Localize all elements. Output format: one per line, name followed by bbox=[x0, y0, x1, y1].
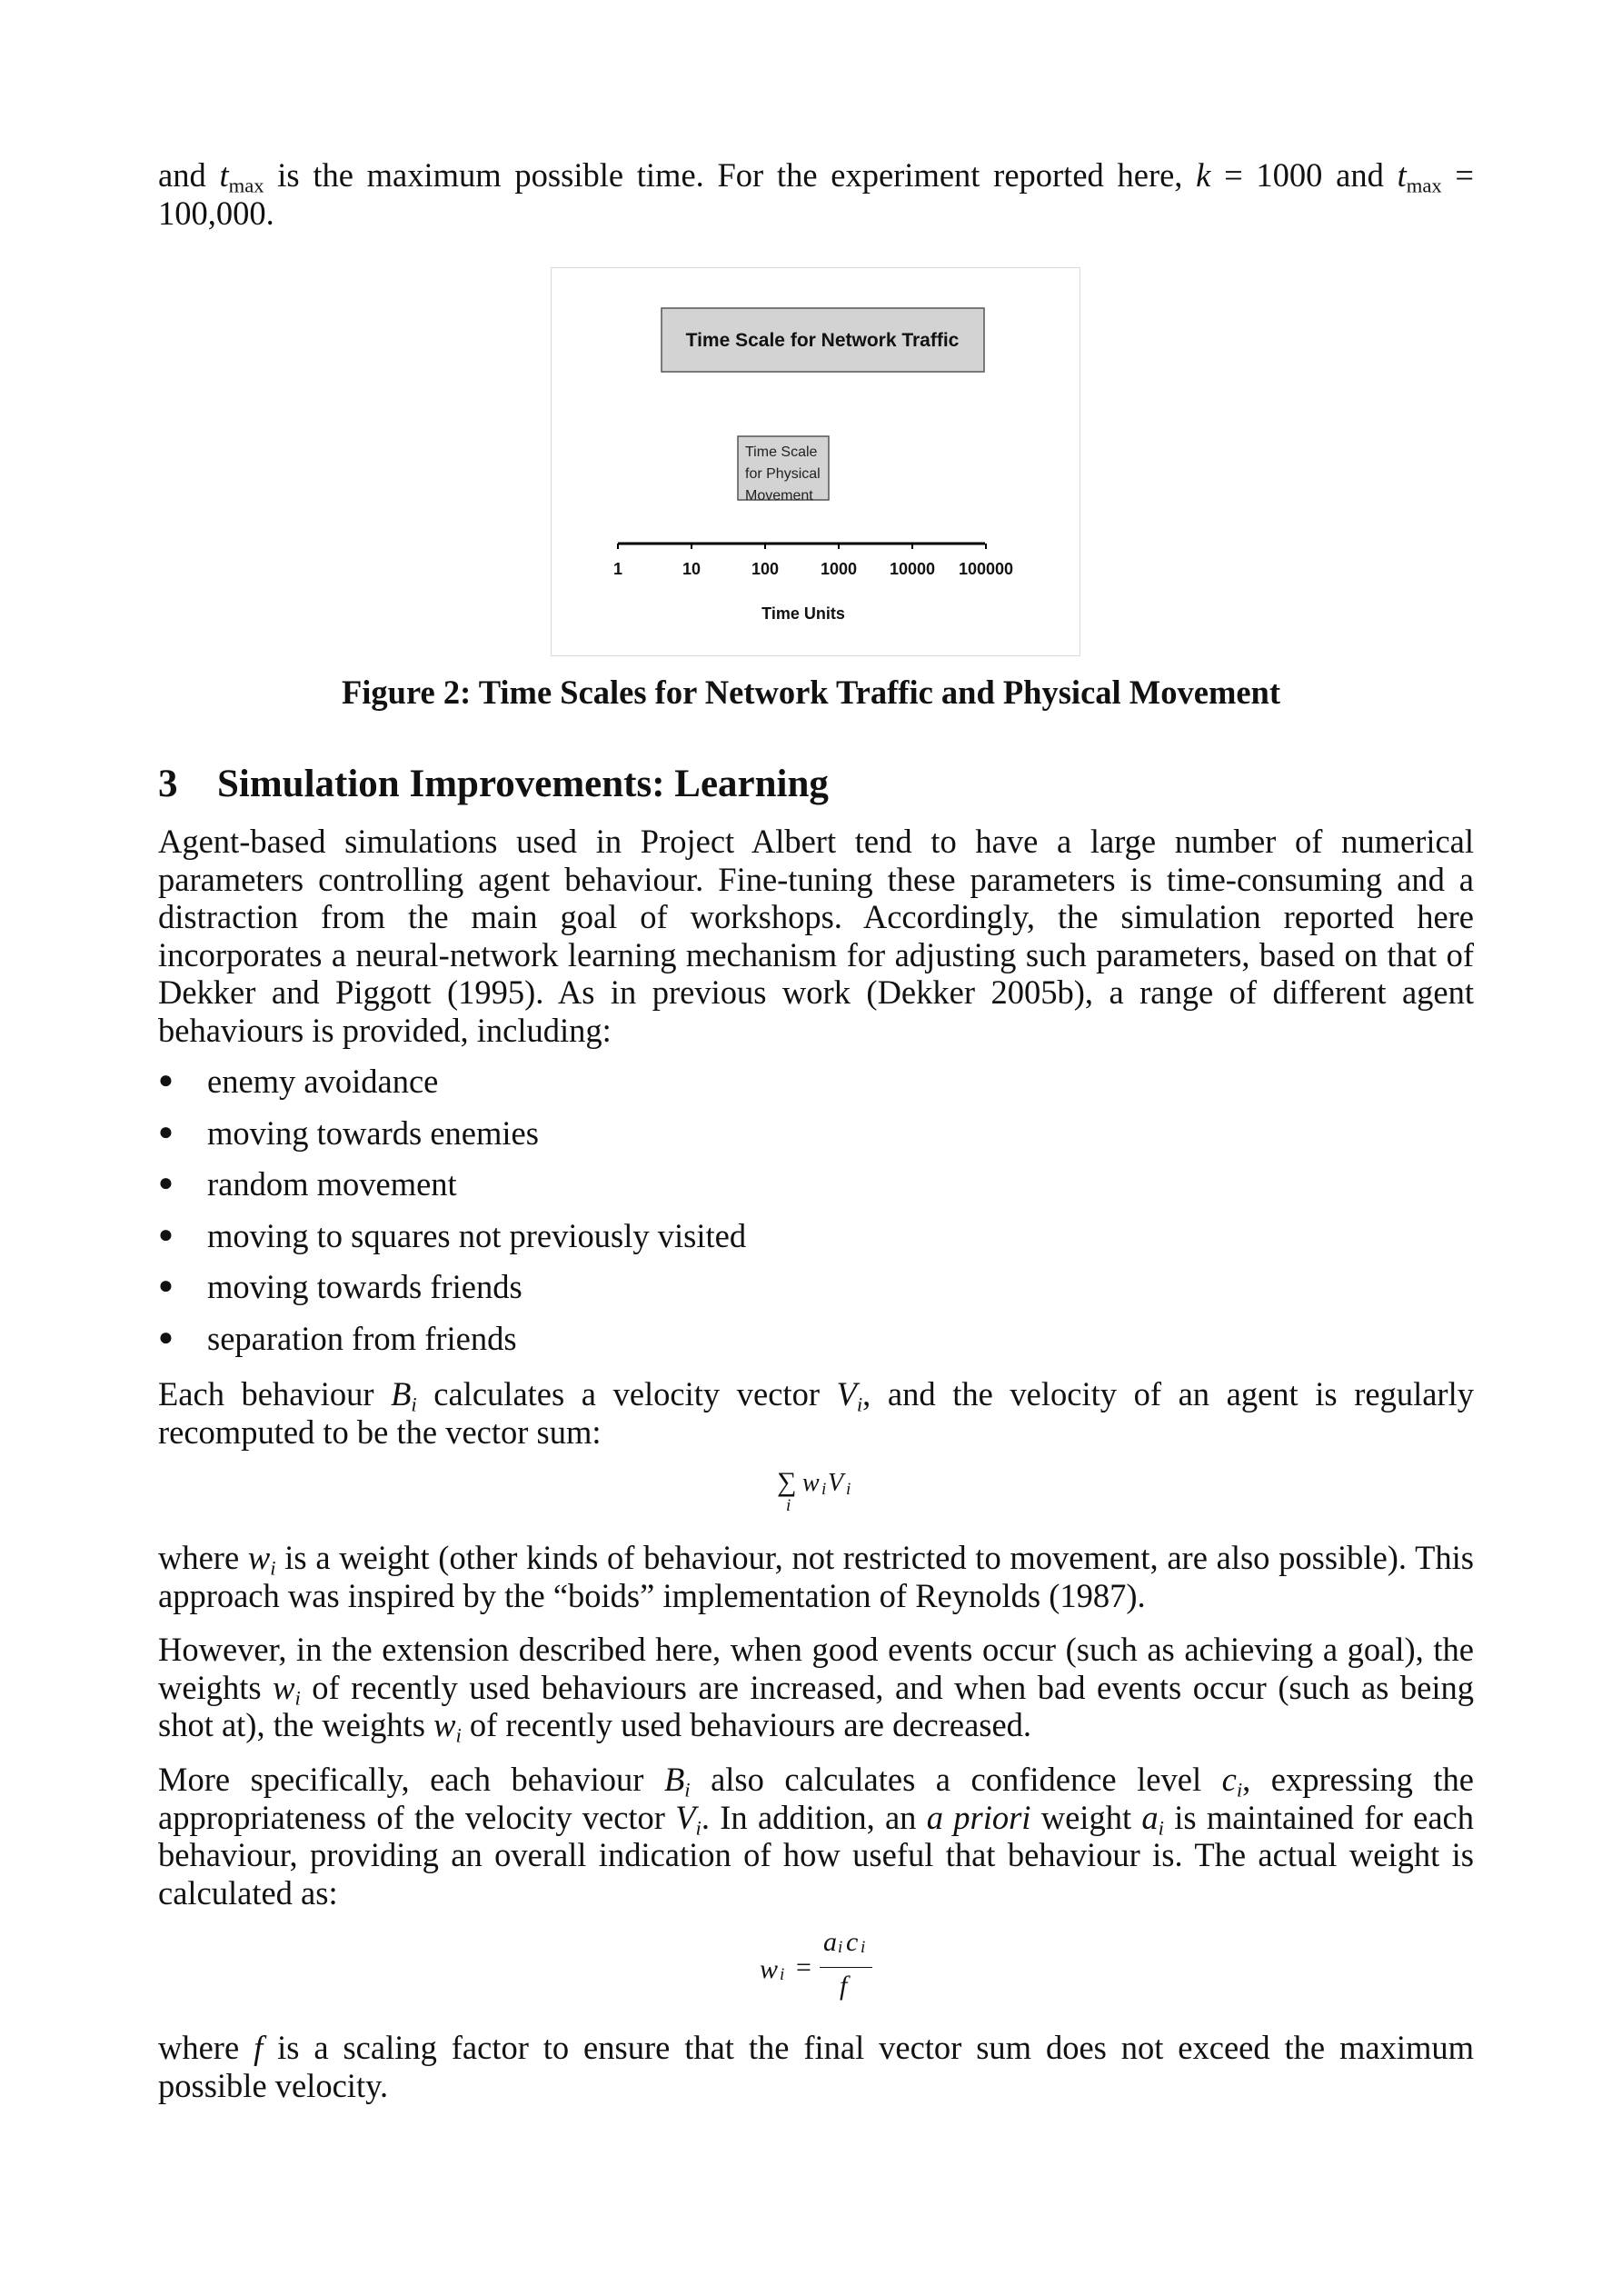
math-subscript: i bbox=[411, 1393, 417, 1416]
equals-sign: = bbox=[796, 1952, 811, 1982]
text-run: appropriateness of the velocity vector bbox=[158, 1798, 676, 1836]
time-axis-ticks bbox=[613, 544, 1013, 578]
list-item-text: moving to squares not previously visited bbox=[207, 1216, 747, 1254]
math-subscript: i bbox=[1236, 1778, 1243, 1802]
bullet-icon: ● bbox=[158, 1272, 174, 1301]
bullet-icon: ● bbox=[158, 1169, 174, 1198]
list-item-text: separation from friends bbox=[207, 1319, 517, 1357]
math-subscript: max bbox=[228, 174, 264, 197]
text-line bbox=[158, 1375, 1474, 1416]
math-var: c bbox=[1221, 1761, 1237, 1798]
bullet-icon: ● bbox=[158, 1220, 174, 1249]
paragraph-4 bbox=[158, 1631, 1474, 1747]
list-item bbox=[158, 1216, 746, 1268]
text-run: where bbox=[158, 1539, 248, 1576]
figure-svg bbox=[552, 268, 1081, 657]
section-heading bbox=[158, 762, 829, 806]
text-line bbox=[158, 2029, 1474, 2067]
text-line: Dekker and Piggott (1995). As in previous work (Dekker 2005b), a range of different agent bbox=[158, 973, 1474, 1011]
bullet-icon: ● bbox=[158, 1066, 174, 1094]
text-line: calculated as: bbox=[158, 1873, 338, 1912]
math-var: V bbox=[828, 1469, 844, 1497]
math-var: w bbox=[433, 1706, 456, 1743]
fraction-bar bbox=[820, 1967, 872, 1968]
text-run: . In addition, an bbox=[701, 1798, 927, 1836]
math-var: w bbox=[273, 1668, 295, 1706]
list-item-text: moving towards friends bbox=[207, 1268, 522, 1306]
figure-2 bbox=[551, 267, 1080, 656]
text-run: calculates a velocity vector bbox=[416, 1375, 837, 1413]
behaviour-list bbox=[158, 1062, 746, 1371]
intro-line-2: 100,000. bbox=[158, 194, 274, 232]
sum-symbol: ∑ bbox=[777, 1467, 797, 1497]
text-run: is a scaling factor to ensure that the final vector sum does not exceed the maximum bbox=[263, 2029, 1475, 2066]
math-subscript: i bbox=[856, 1393, 863, 1416]
text-line: Agent-based simulations used in Project Albert tend to have a large number of numerical bbox=[158, 823, 1474, 860]
math-var: w bbox=[802, 1469, 820, 1497]
axis-tick-label: 1000 bbox=[820, 560, 858, 578]
math-subscript: i bbox=[455, 1723, 462, 1747]
text-run: More specifically, each behaviour bbox=[158, 1761, 664, 1798]
math-subscript: i bbox=[684, 1778, 691, 1802]
list-item bbox=[158, 1164, 746, 1216]
math-subscript: i bbox=[846, 1480, 851, 1499]
physical-movement-label-line: for Physical bbox=[745, 466, 821, 482]
list-item-text: enemy avoidance bbox=[207, 1063, 439, 1100]
math-subscript: i bbox=[780, 1965, 785, 1984]
math-var: k bbox=[1196, 156, 1211, 194]
math-subscript: i bbox=[294, 1685, 301, 1709]
paragraph-5 bbox=[158, 1761, 1474, 1912]
text-line: incorporates a neural-network learning mechanism for adjusting such parameters, based on that of bbox=[158, 935, 1474, 973]
math-var: f bbox=[840, 1971, 848, 2001]
text-run: of recently used behaviours are increased, and when bad events occur (such as being bbox=[300, 1668, 1474, 1706]
math-var: a bbox=[1141, 1798, 1159, 1836]
math-var: V bbox=[836, 1375, 857, 1413]
list-item-text: random movement bbox=[207, 1165, 457, 1203]
time-axis-title: Time Units bbox=[761, 604, 845, 623]
text-line: behaviours is provided, including: bbox=[158, 1011, 612, 1049]
physical-movement-label-line: Time Scale bbox=[745, 444, 818, 460]
math-subscript: i bbox=[861, 1938, 866, 1957]
math-subscript: i bbox=[1158, 1815, 1164, 1839]
text-run: and bbox=[158, 156, 220, 194]
math-var: B bbox=[391, 1375, 412, 1413]
text-line: behaviour, providing an overall indication of how useful that behaviour is. The actual weight is bbox=[158, 1836, 1474, 1873]
math-var: V bbox=[675, 1798, 696, 1836]
math-var: f bbox=[254, 2029, 264, 2066]
paragraph-3 bbox=[158, 1539, 1474, 1614]
italic-phrase: a priori bbox=[926, 1798, 1031, 1836]
text-run: where bbox=[158, 2029, 254, 2066]
list-item bbox=[158, 1062, 746, 1113]
math-var: t bbox=[1397, 156, 1407, 194]
axis-tick-label: 100 bbox=[751, 560, 780, 578]
bullet-icon: ● bbox=[158, 1117, 174, 1146]
math-subscript: i bbox=[695, 1815, 702, 1839]
math-subscript: i bbox=[821, 1480, 827, 1499]
axis-tick-label: 10 bbox=[682, 560, 702, 578]
axis-tick-label: 1 bbox=[612, 560, 623, 578]
math-var: a bbox=[823, 1927, 837, 1957]
text-line: possible velocity. bbox=[158, 2066, 389, 2104]
text-run: shot at), the weights bbox=[158, 1706, 434, 1743]
math-subscript: i bbox=[838, 1938, 843, 1957]
text-line: However, in the extension described here, when good events occur (such as achieving a goal), the bbox=[158, 1631, 1474, 1668]
axis-tick-label: 100000 bbox=[958, 560, 1014, 578]
math-var: c bbox=[846, 1927, 859, 1957]
sum-index: i bbox=[786, 1496, 791, 1515]
intro-line-1 bbox=[158, 156, 1474, 195]
math-subscript: i bbox=[270, 1556, 276, 1580]
physical-movement-label-line: Movement bbox=[745, 488, 813, 504]
text-run: is the maximum possible time. For the experiment reported here, bbox=[264, 156, 1197, 194]
text-line bbox=[158, 1669, 1474, 1707]
text-line bbox=[158, 1706, 1474, 1747]
math-var: B bbox=[663, 1761, 685, 1798]
text-line bbox=[158, 1539, 1474, 1580]
text-run: also calculates a confidence level bbox=[690, 1761, 1222, 1798]
paragraph-2 bbox=[158, 1375, 1474, 1451]
equation-weight bbox=[760, 1927, 878, 2009]
text-line bbox=[158, 1761, 1475, 1802]
math-var: w bbox=[247, 1539, 271, 1576]
text-run: weight bbox=[1030, 1798, 1142, 1836]
text-line: recomputed to be the vector sum: bbox=[158, 1413, 602, 1451]
math-var: w bbox=[760, 1954, 779, 1984]
network-traffic-label: Time Scale for Network Traffic bbox=[685, 330, 960, 351]
math-var: t bbox=[219, 156, 229, 194]
text-line bbox=[158, 1799, 1474, 1837]
text-run: is a weight (other kinds of behaviour, not restricted to movement, are also possible). This bbox=[275, 1539, 1474, 1576]
text-line: approach was inspired by the “boids” implementation of Reynolds (1987). bbox=[158, 1576, 1146, 1614]
text-run: = 1000 and bbox=[1210, 156, 1398, 194]
math-subscript: max bbox=[1406, 174, 1442, 197]
list-item bbox=[158, 1113, 746, 1165]
list-item bbox=[158, 1267, 746, 1319]
text-line: distraction from the main goal of workshops. Accordingly, the simulation reported here bbox=[158, 898, 1474, 935]
paragraph-6 bbox=[158, 2029, 1474, 2104]
text-run: = bbox=[1441, 156, 1474, 194]
text-run: of recently used behaviours are decreased. bbox=[461, 1706, 1032, 1743]
section-number: 3 bbox=[158, 763, 178, 805]
text-run: , expressing the bbox=[1242, 1761, 1475, 1798]
text-run: weights bbox=[158, 1668, 274, 1706]
text-run: is maintained for each bbox=[1163, 1798, 1474, 1836]
section-title: Simulation Improvements: Learning bbox=[217, 763, 829, 805]
equation-vector-sum bbox=[777, 1467, 886, 1522]
list-item bbox=[158, 1319, 746, 1371]
figure-caption: Figure 2: Time Scales for Network Traffic and Physical Movement bbox=[341, 674, 1280, 711]
bullet-icon: ● bbox=[158, 1323, 174, 1352]
text-line: parameters controlling agent behaviour. Fine-tuning these parameters is time-consuming and a bbox=[158, 860, 1474, 898]
text-run: , and the velocity of an agent is regularly bbox=[862, 1375, 1474, 1413]
list-item-text: moving towards enemies bbox=[207, 1113, 539, 1152]
axis-tick-label: 10000 bbox=[889, 560, 936, 578]
paragraph-1 bbox=[158, 823, 1474, 1049]
text-run: Each behaviour bbox=[158, 1375, 392, 1413]
intro-paragraph bbox=[158, 156, 1474, 232]
